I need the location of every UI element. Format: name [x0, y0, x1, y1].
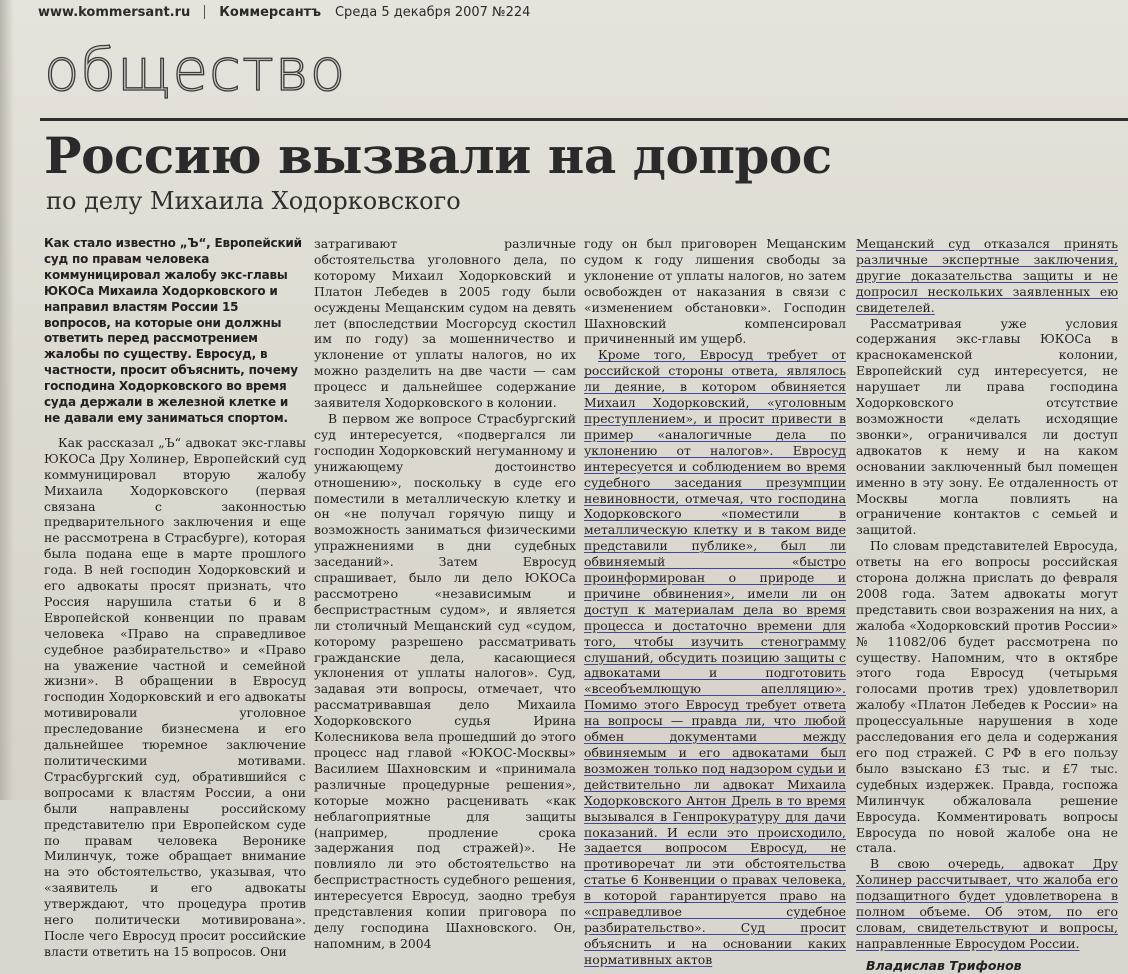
paragraph: По словам представителей Евросуда, ответы на его вопросы российская сторона должна прислать до февраля 2008 года. Затем адвокаты могут представить свои возражения на них, а жалоба «Ходорковский против России» № 11082/06 будет рассмотрена по существу. Напомним, что в октябре этого года Евросуд (четырьмя голосами против трех) удовлетворил жалобу «Платон Лебедев к России» на процессуальные нарушения в ходе расследования его дела и содержания его под стражей. С РФ в его пользу было взыскано £3 тыс. и £7 тыс. судебных издержек. Правда, госпожа Милинчук обжаловала решение Евросуда. Комментировать вопросы Евросуда по новой жалобе она не стала.	[856, 538, 1118, 856]
article-column-2	[314, 236, 576, 951]
paragraph: В первом же вопросе Страсбургский суд интересуется, «подвергался ли господин Ходорковский негуманному и унижающему достоинство отношению», поскольку в суде его поместили в металлическую клетку и он «не получал горячую пищу и возможность заниматься физическими упражнениями в дни судебных заседаний». Затем Евросуд спрашивает, было ли дело ЮКОСа рассмотрено «независимым и беспристрастным судом», и является ли столичный Мещанский суд «судом, которому разрешено рассматривать гражданские дела, касающиеся уклонения от уплаты налогов». Суд, задавая эти вопросы, отмечает, что рассматривавшая дело Михаила Ходорковского судья Ирина Колесникова вела прошедший до этого процесс над главой «ЮКОС-Москвы» Василием Шахновским и «принимала различные процедурные решения», которые можно расценивать «как неблагоприятные для защиты (например, продление срока задержания под стражей)». Не повлияло ли это обстоятельство на беспристрастность судебного решения, интересуется Евросуд, заодно требуя представления копии приговора по делу господина Шахновского. Он, напомним, в 2004	[314, 410, 576, 951]
paragraph-underlined: Кроме того, Евросуд требует от российской стороны ответа, являлось ли деяние, в котором обвиняется Михаил Ходорковский, «уголовным преступлением», и просит привести в пример «аналогичные дела по уклонению от налогов». Евросуд интересуется и соблюдением во время судебного заседания презумпции невиновности, отмечая, что господина Ходорковского «поместили в металлическую клетку и в таком виде представили публике», был ли обвиняемый «быстро проинформирован о природе и причине обвинения», имели ли он доступ к материалам дела во время процесса и достаточно времени для того, чтобы изучить стенограмму слушаний, обсудить позицию защиты с адвокатами и подготовить «всеобъемлющую апелляцию». Помимо этого Евросуд требует ответа на вопросы — правда ли, что любой обмен документами между обвиняемым и его адвокатами был возможен только под надзором судьи и действительно ли адвокат Михаила Ходорковского Антон Дрель в то время вызывался в Генпрокуратуру для дачи показаний. И если это происходило, задается вопросом Евросуд, не противоречат ли эти обстоятельства статье 6 Конвенции о правах человека, в которой гарантируется право на «справедливое судебное разбирательство». Суд просит объяснить и на основании каких нормативных актов	[584, 347, 846, 967]
paragraph: Как рассказал „Ъ“ адвокат экс-главы ЮКОСа Дру Холинер, Европейский суд коммуницировал вторую жалобу Михаила Ходорковского (первая связана с законностью предварительного заключения и еще не рассмотрена в Страсбурге), которая была подана еще в марте прошлого года. В ней господин Ходорковский и его адвокаты просят признать, что Россия нарушила статьи 6 и 8 Европейской конвенции по правам человека «Право на справедливое судебное разбирательство» и «Право на уважение частной и семейной жизни». В обращении в Евросуд господин Ходорковский и его адвокаты мотивировали уголовное преследование бизнесмена и его дальнейшее тюремное заключение политическими мотивами. Страсбургский суд, обратившийся с вопросами к властям России, а они были направлены российскому представителю при Европейском суде по правам человека Веронике Милинчук, тоже обращает внимание на это обстоятельство, указывая, что «заявитель и его адвокаты утверждают, что процедура против него политически мотивирована». После чего Евросуд просит российские власти ответить на 15 вопросов. Они	[44, 434, 306, 959]
masthead-bar	[38, 0, 530, 24]
site-url: www.kommersant.ru	[38, 4, 191, 20]
article-column-1	[44, 236, 306, 959]
article-subheadline: по делу Михаила Ходорковского	[46, 187, 461, 215]
masthead-divider	[204, 5, 205, 19]
paragraph-underlined: Мещанский суд отказался принять различные экспертные заключения, другие доказательства защиты и не допросил нескольких заявленных ею свидетелей.	[856, 236, 1118, 315]
paragraph-underlined: В свою очередь, адвокат Дру Холинер рассчитывает, что жалоба его подзащитного будет удовлетворена в полном объеме. Об этом, по его словам, свидетельствуют и вопросы, направленные Евросудом России.	[856, 856, 1118, 951]
publication-name: Коммерсантъ	[219, 4, 321, 20]
paragraph: году он был приговорен Мещанским судом к году лишения свободы за уклонение от уплаты налогов, но затем освобожден от наказания в связи с «изменением обстановки». Господин Шахновский компенсировал причиненный им ущерб.	[584, 236, 846, 347]
article-lead: Как стало известно „Ъ“, Европейский суд по правам человека коммуницировал жалобу экс-главы ЮКОСа Михаила Ходорковского и направил властям России 15 вопросов, на которые они должны ответить перед рассмотрением жалобы по существу. Евросуд, в частности, просит объяснить, почему господина Ходорковского во время суда держали в железной клетке и не давали ему заниматься спортом.	[44, 236, 302, 425]
paragraph: Рассматривая уже условия содержания экс-главы ЮКОСа в краснокаменской колонии, Европейский суд интересуется, не нарушает ли права господина Ходорковского отсутствие возможности «делать исходящие звонки», ограничивался ли доступ адвокатов к нему и на каком основании заключенный был помещен именно в эту зону. Ее отдаленность от Москвы могла повлиять на ограничение контактов с семьей и защитой.	[856, 315, 1118, 538]
page-edge-shadow	[0, 0, 14, 800]
section-rule	[40, 118, 1128, 121]
article-column-3	[584, 236, 846, 967]
article-column-4	[856, 236, 1118, 973]
issue-date: Среда 5 декабря 2007 №224	[334, 4, 531, 20]
article-headline: Россию вызвали на допрос	[44, 126, 832, 185]
paragraph: затрагивают различные обстоятельства уголовного дела, по которому Михаил Ходорковский и Платон Лебедев в 2005 году были осуждены Мещанским судом на девять лет (впоследствии Мосгорсуд скостил им по году) за мошенничество и уклонение от уплаты налогов, но их можно разделить на две части — сам процесс и дальнейшее содержание заявителя Ходорковского в колонии.	[314, 236, 576, 411]
article-author: Владислав Трифонов	[866, 957, 1022, 973]
section-title: общество	[44, 36, 347, 104]
